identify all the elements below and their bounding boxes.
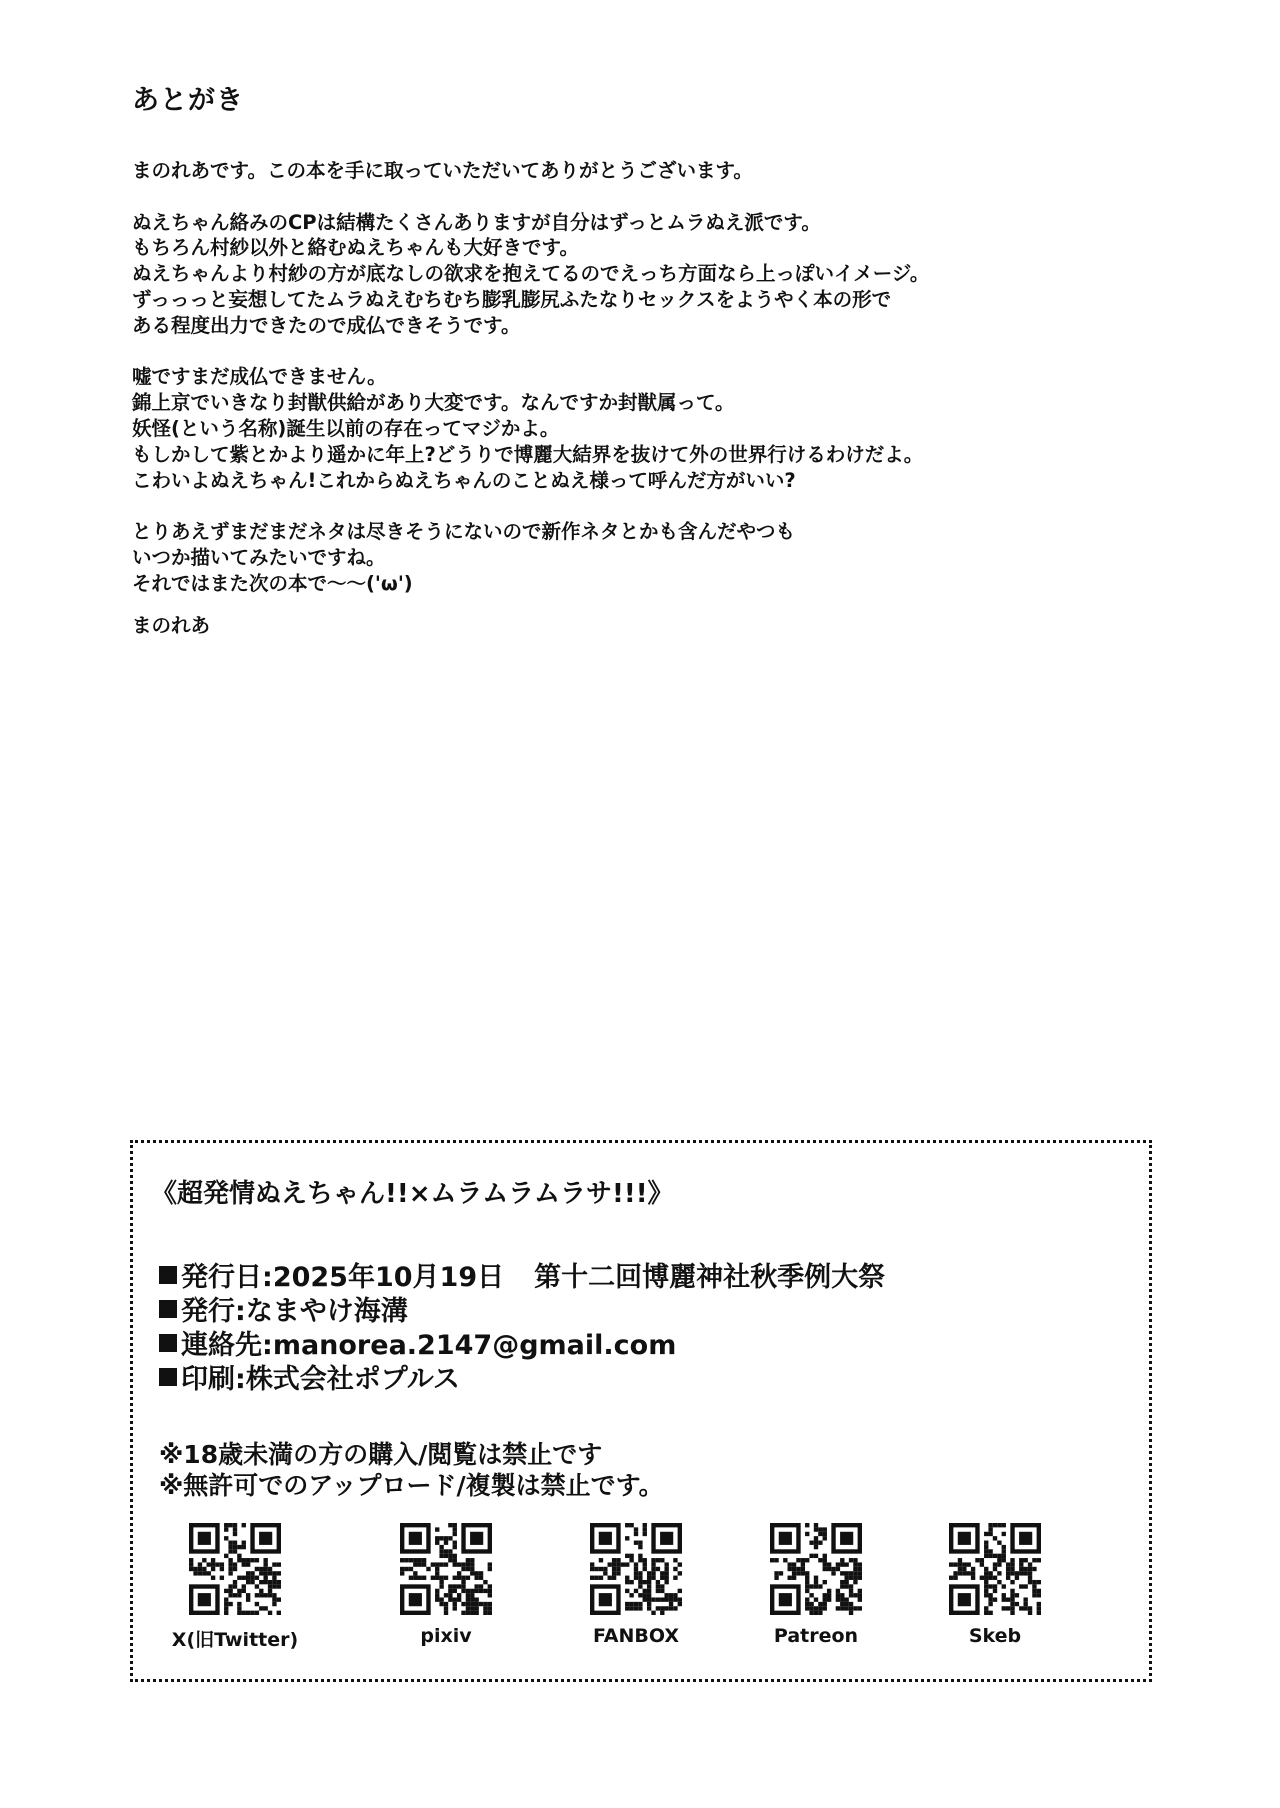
notices <box>159 1439 664 1501</box>
qr-item-fanbox[interactable] <box>556 1523 716 1647</box>
afterword-body <box>132 158 1172 622</box>
text-line: もちろん村紗以外と絡むぬえちゃんも大好きです。 <box>132 236 579 260</box>
info-label: 印刷: <box>181 1364 246 1395</box>
info-value: 2025年10月19日 <box>272 1262 505 1293</box>
qr-code-icon[interactable] <box>400 1523 492 1615</box>
afterword-title: あとがき <box>132 85 244 116</box>
square-bullet-icon <box>159 1300 177 1318</box>
text-line: こわいよぬえちゃん!これからぬえちゃんのことぬえ様って呼んだ方がいい? <box>132 468 796 492</box>
text-line: まのれあです。この本を手に取っていただいてありがとうございます。 <box>132 159 753 182</box>
text-line: 妖怪(という名称)誕生以前の存在ってマジかよ。 <box>132 416 560 440</box>
qr-code-icon[interactable] <box>949 1523 1041 1615</box>
qr-item-pixiv[interactable] <box>366 1523 526 1647</box>
info-value: なまやけ海溝 <box>245 1296 408 1327</box>
info-value: 株式会社ポプルス <box>245 1364 460 1395</box>
author-signature: まのれあ <box>132 614 211 637</box>
text-line: ずっっっと妄想してたムラぬえむちむち膨乳膨尻ふたなりセックスをようやく本の形で <box>132 287 892 311</box>
qr-code-icon[interactable] <box>590 1523 682 1615</box>
paragraph <box>132 210 1172 339</box>
qr-label: X(旧Twitter) <box>171 1629 299 1651</box>
text-line: 嘘ですまだ成仏できません。 <box>132 365 387 389</box>
qr-code-row <box>133 1523 1149 1663</box>
text-line: いつか描いてみたいですね。 <box>132 545 386 569</box>
info-label: 発行: <box>181 1296 246 1327</box>
qr-label: Skeb <box>968 1625 1022 1647</box>
text-line: ぬえちゃんより村紗の方が底なしの欲求を抱えてるのでえっち方面なら上っぽいイメージ。 <box>132 262 930 286</box>
text-line: もしかして紫とかより遥かに年上?どうりで博麗大結界を抜けて外の世界行けるわけだよ。 <box>132 442 924 466</box>
info-row-publisher <box>159 1295 885 1329</box>
text-line: 錦上京でいきなり封獣供給があり大変です。なんですか封獣属って。 <box>132 391 735 415</box>
info-label: 連絡先: <box>181 1330 273 1361</box>
text-line: それではまた次の本で〜〜('ω') <box>132 571 413 595</box>
notice-copy: ※無許可でのアップロード/複製は禁止です。 <box>159 1471 664 1500</box>
paragraph <box>132 158 1172 184</box>
text-line: とりあえずまだまだネタは尽きそうにないので新作ネタとかも含んだやつも <box>132 520 796 544</box>
text-line: ぬえちゃん絡みのCPは結構たくさんありますが自分はずっとムラぬえ派です。 <box>132 210 821 234</box>
paragraph <box>132 519 1172 596</box>
qr-item-patreon[interactable] <box>736 1523 896 1647</box>
qr-label: FANBOX <box>592 1625 679 1647</box>
text-line: ある程度出力できたので成仏できそうです。 <box>132 313 521 337</box>
publication-info <box>159 1261 885 1397</box>
info-row-printer <box>159 1363 885 1397</box>
paragraph <box>132 364 1172 493</box>
info-extra: 第十二回博麗神社秋季例大祭 <box>534 1262 886 1293</box>
contact-email[interactable]: manorea.2147@gmail.com <box>272 1330 677 1361</box>
notice-age: ※18歳未満の方の購入/閲覧は禁止です <box>159 1440 603 1469</box>
info-row-date <box>159 1261 885 1295</box>
book-title: 《超発情ぬえちゃん!!×ムラムラムラサ!!!》 <box>151 1179 674 1209</box>
colophon-box <box>130 1140 1152 1682</box>
square-bullet-icon <box>159 1266 177 1284</box>
qr-label: pixiv <box>420 1625 472 1647</box>
qr-code-icon[interactable] <box>189 1523 281 1615</box>
qr-label: Patreon <box>773 1625 859 1647</box>
qr-item-twitter[interactable] <box>155 1523 315 1652</box>
qr-code-icon[interactable] <box>770 1523 862 1615</box>
info-row-contact <box>159 1329 885 1363</box>
square-bullet-icon <box>159 1368 177 1386</box>
info-label: 発行日: <box>181 1262 273 1293</box>
square-bullet-icon <box>159 1334 177 1352</box>
qr-item-skeb[interactable] <box>915 1523 1075 1647</box>
